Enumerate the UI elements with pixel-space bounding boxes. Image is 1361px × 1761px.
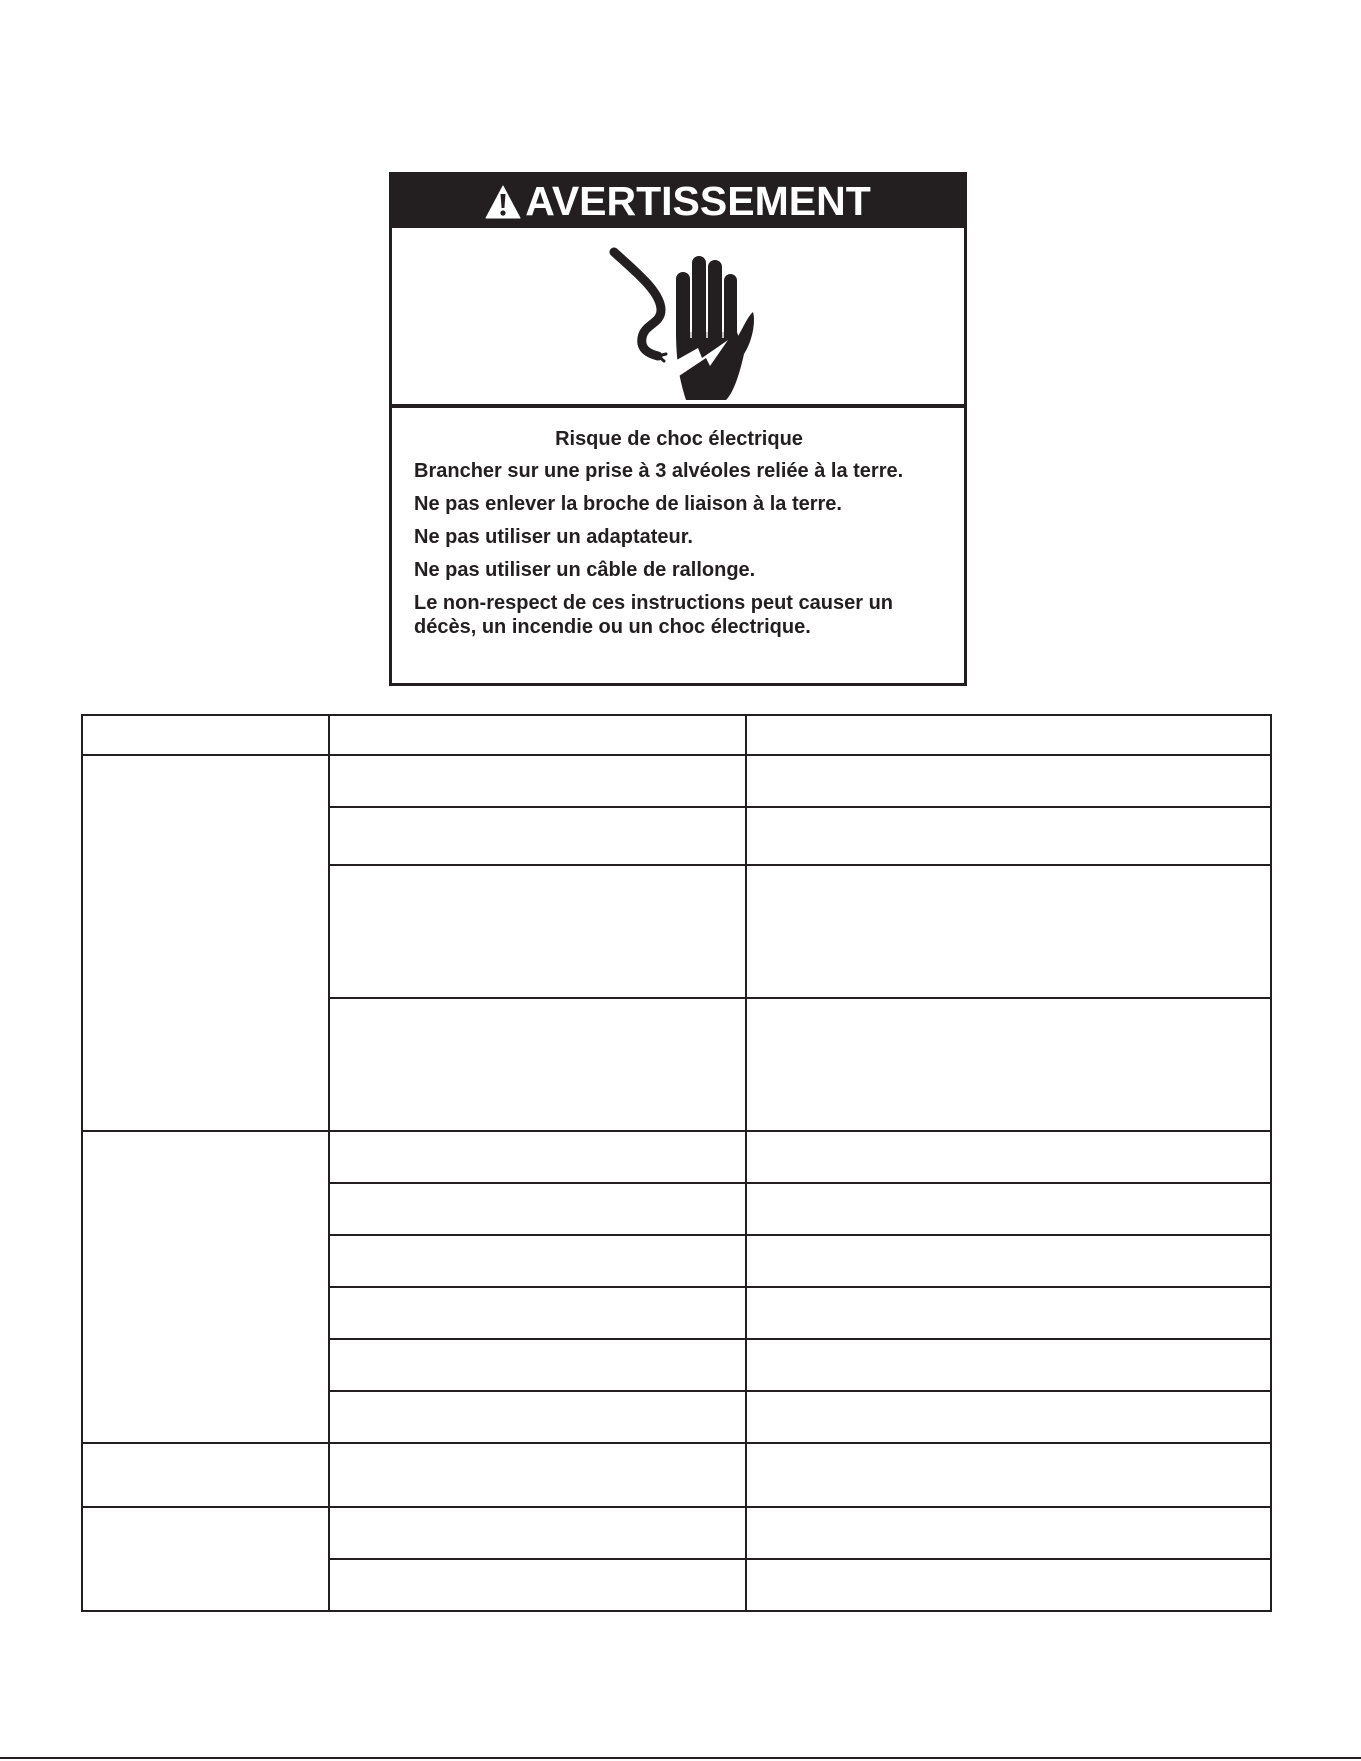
table-cell — [746, 1287, 1271, 1339]
table-cell — [329, 1287, 746, 1339]
footer-rule — [0, 1757, 1361, 1759]
table-cell — [329, 755, 746, 807]
table-cell — [746, 1235, 1271, 1287]
table-cell — [82, 1443, 329, 1507]
table-header-row — [82, 715, 1271, 755]
table-cell — [746, 1507, 1271, 1559]
table-cell — [329, 1235, 746, 1287]
warning-line-ground-prong: Ne pas enlever la broche de liaison à la terre. — [414, 493, 842, 515]
warning-line-extension-cord: Ne pas utiliser un câble de rallonge. — [414, 559, 756, 581]
warning-line-grounded-outlet: Brancher sur une prise à 3 alvéoles reliée à la terre. — [414, 460, 904, 482]
table-cell — [746, 1131, 1271, 1183]
warning-line-adapter: Ne pas utiliser un adaptateur. — [414, 526, 693, 548]
table-cell — [746, 1391, 1271, 1443]
table-cell — [329, 1339, 746, 1391]
table-header-cell — [82, 715, 329, 755]
table-cell — [329, 1559, 746, 1611]
table-cell — [329, 865, 746, 998]
table-cell — [82, 1131, 329, 1443]
warning-header — [392, 175, 964, 228]
table-row — [82, 1443, 1271, 1507]
table-cell — [746, 998, 1271, 1131]
table-cell — [329, 1183, 746, 1235]
table-cell — [746, 1443, 1271, 1507]
warning-triangle-exclamation-icon — [485, 185, 521, 219]
warning-text — [414, 427, 944, 648]
warning-box — [389, 172, 967, 686]
table-cell — [82, 1507, 329, 1611]
table-row — [82, 1507, 1271, 1559]
pictogram-area — [392, 228, 964, 408]
table-cell — [746, 1183, 1271, 1235]
risk-title: Risque de choc électrique — [555, 428, 803, 450]
table-cell — [746, 865, 1271, 998]
warning-line-consequence: Le non-respect de ces instructions peut causer un décès, un incendie ou un choc électrique. — [414, 592, 894, 638]
table-row — [82, 1131, 1271, 1183]
table-header-cell — [329, 715, 746, 755]
warning-title: AVERTISSEMENT — [525, 178, 871, 224]
table-cell — [746, 1339, 1271, 1391]
table-cell — [329, 807, 746, 865]
troubleshooting-table — [81, 714, 1272, 1612]
table-cell — [746, 807, 1271, 865]
electric-shock-hand-icon — [606, 242, 756, 402]
table-row — [82, 755, 1271, 807]
table-cell — [329, 1443, 746, 1507]
table-cell — [329, 1391, 746, 1443]
table-cell — [746, 755, 1271, 807]
table-cell — [82, 755, 329, 1131]
table-cell — [329, 1131, 746, 1183]
table-cell — [746, 1559, 1271, 1611]
table-header-cell — [746, 715, 1271, 755]
table-cell — [329, 998, 746, 1131]
table-cell — [329, 1507, 746, 1559]
